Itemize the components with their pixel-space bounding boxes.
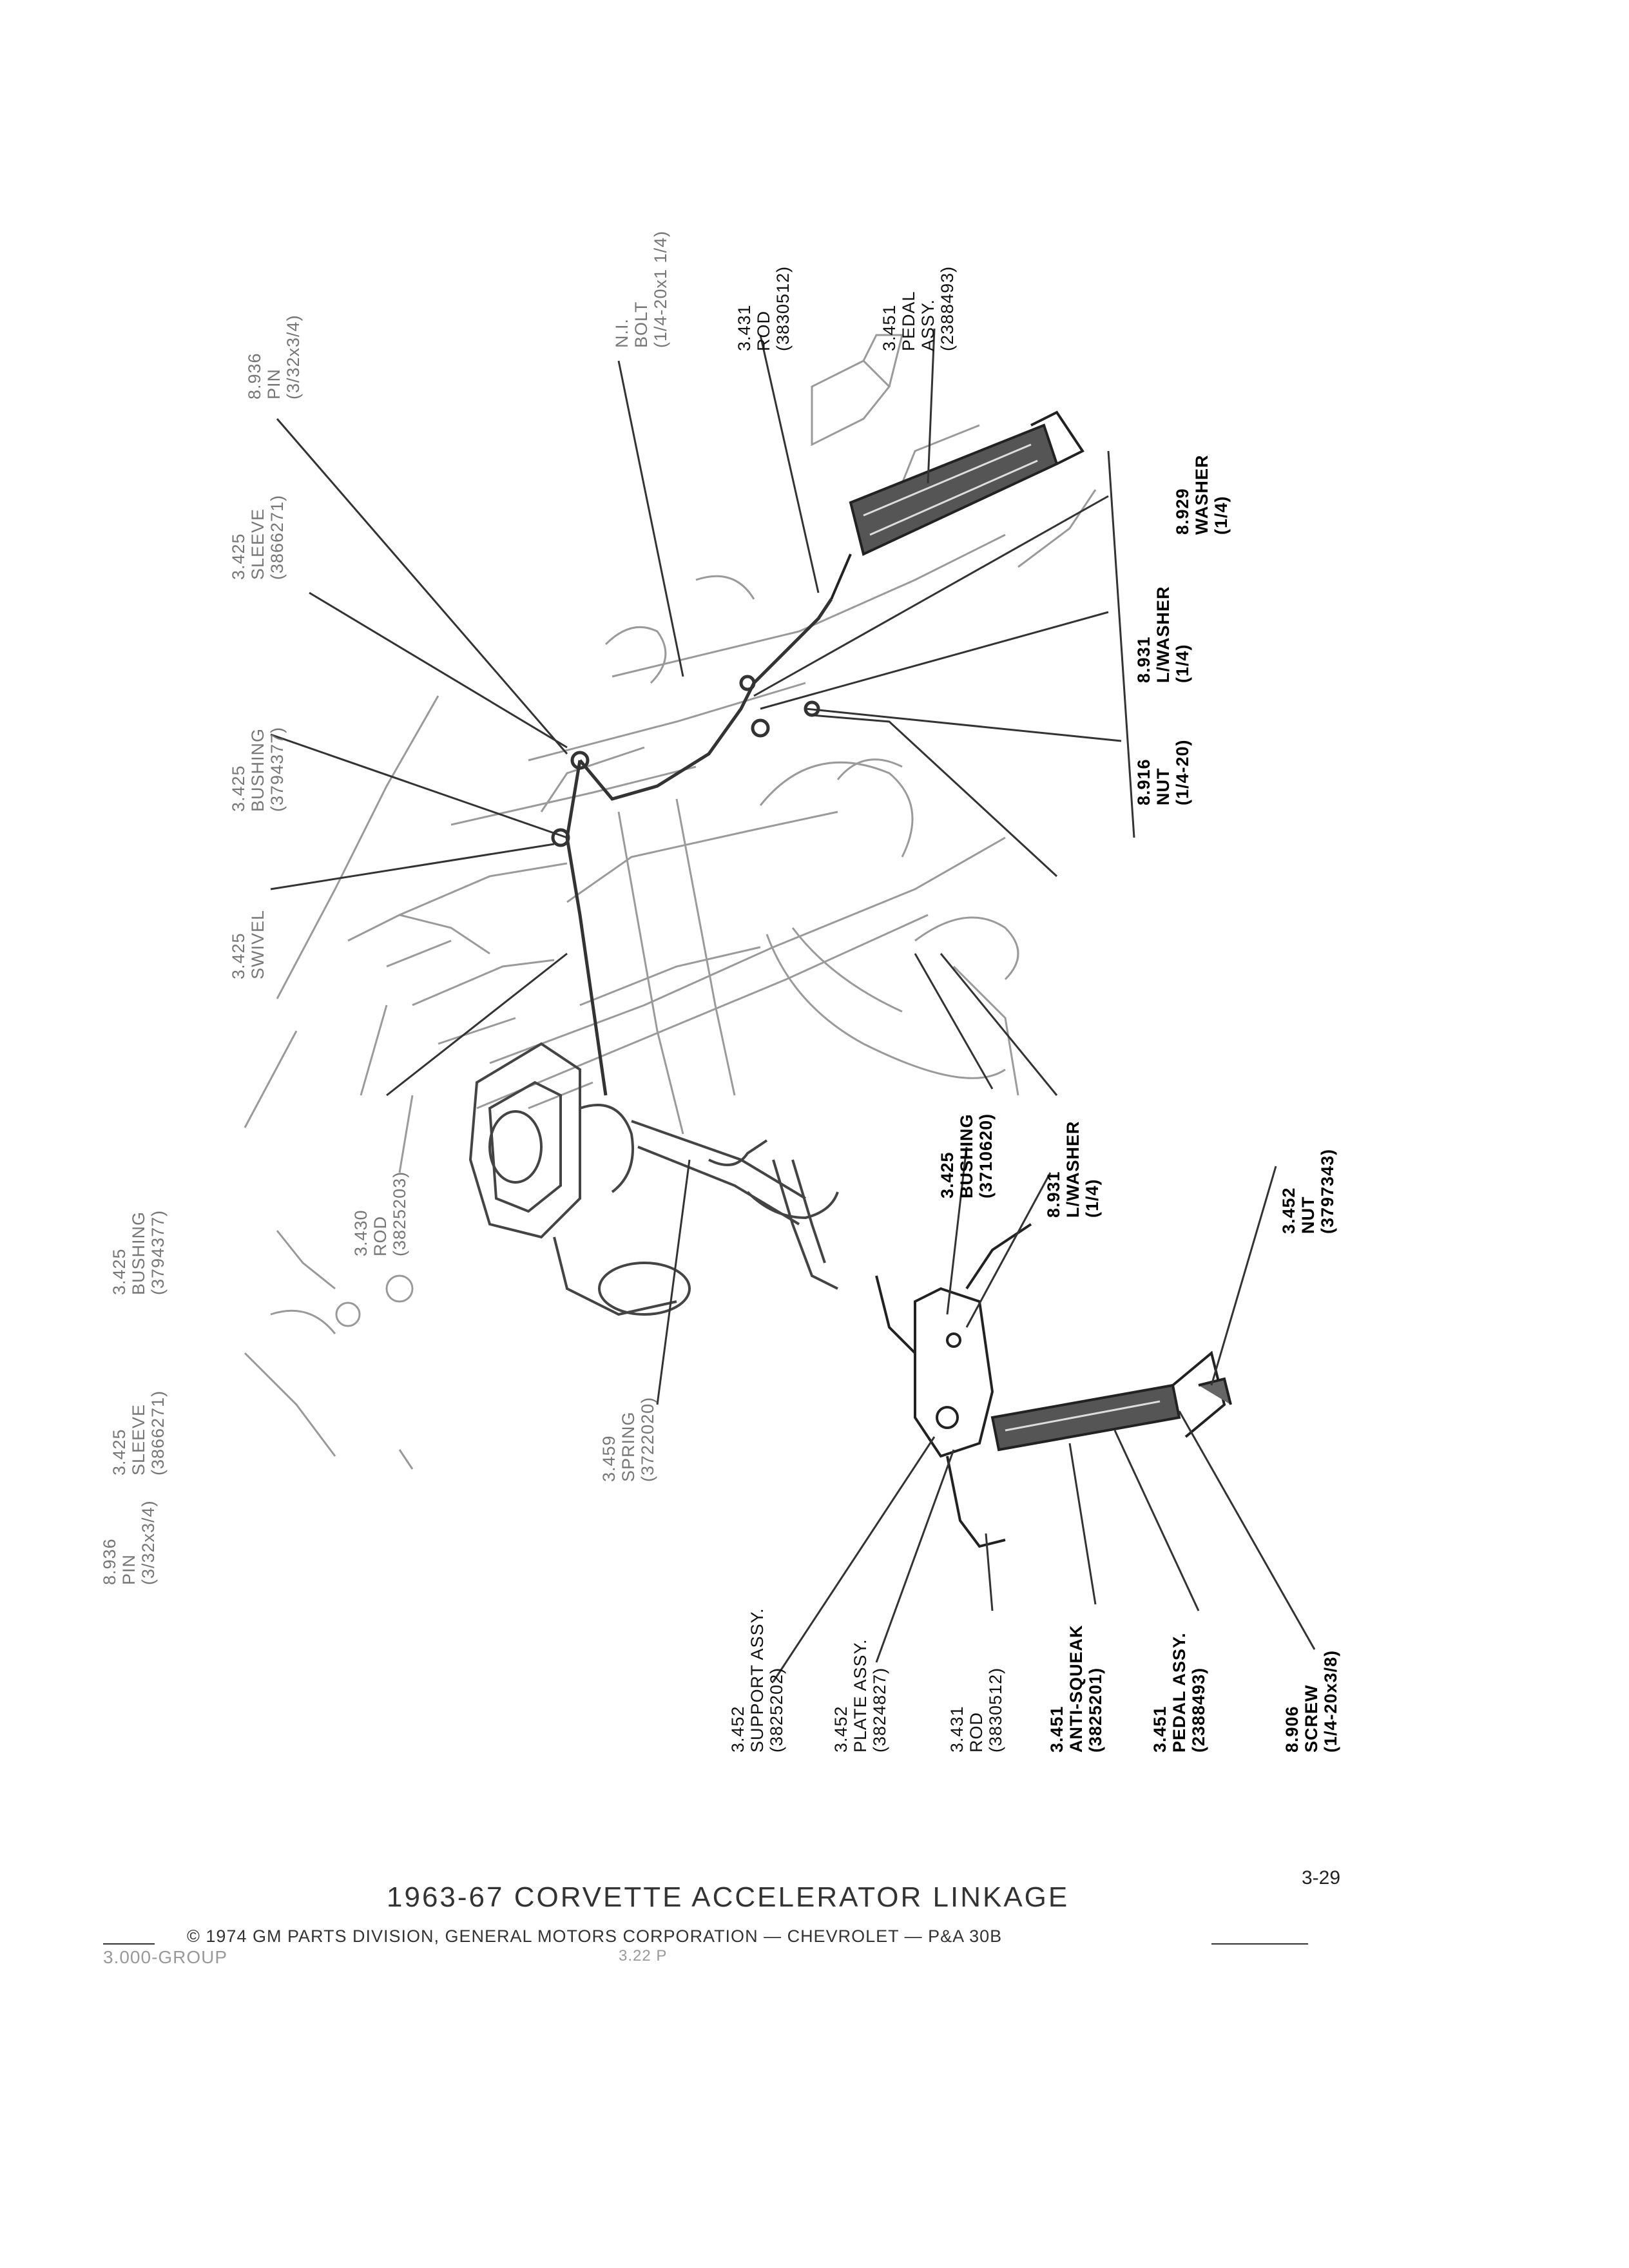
callout-spring-name: SPRING — [619, 1411, 638, 1482]
page-code: 3.22 P — [619, 1947, 668, 1965]
callout-bushing-left-name: BUSHING — [129, 1211, 148, 1295]
callout-washer-top-number: 8.929 — [1173, 488, 1192, 535]
callout-pedal-top-assy: ASSY. — [918, 298, 938, 351]
callout-rod-top-name: ROD — [754, 311, 773, 351]
callout-rod-upper — [351, 1171, 409, 1256]
callout-rod-upper-number: 3.430 — [351, 1209, 371, 1256]
callout-rod-upper-name: ROD — [371, 1216, 390, 1256]
callout-spring-spec: (3722020) — [638, 1396, 657, 1482]
callout-bolt-number: N.I. — [612, 318, 631, 348]
callout-plate-number: 3.452 — [831, 1706, 851, 1753]
callout-washer-top-name: WASHER — [1192, 454, 1211, 535]
lower-pedal-assembly — [876, 1224, 1231, 1546]
callout-rod-top-number: 3.431 — [735, 304, 754, 351]
callout-nut-right-name: NUT — [1298, 1196, 1318, 1234]
callout-bushing-mid-number: 3.425 — [938, 1151, 957, 1198]
callout-pedal-bottom-spec: (2388493) — [1189, 1667, 1208, 1753]
callout-support-number: 3.452 — [728, 1706, 747, 1753]
callout-sleeve-top-number: 3.425 — [229, 533, 248, 580]
callout-bolt — [612, 231, 670, 348]
callout-bolt-spec: (1/4-20x1 1/4) — [651, 230, 670, 348]
leader-lines — [271, 329, 1315, 1682]
callout-screw-number: 8.906 — [1282, 1706, 1302, 1753]
callout-pedal-bottom-number: 3.451 — [1150, 1706, 1170, 1753]
callout-sleeve-left-name: SLEEVE — [129, 1403, 148, 1475]
callout-nut-top-name: NUT — [1153, 767, 1173, 805]
callout-pedal-top — [880, 266, 957, 351]
callout-plate-spec: (3824827) — [870, 1667, 889, 1753]
callout-bushing-top-spec: (3794377) — [267, 726, 287, 812]
callout-plate — [831, 1639, 889, 1753]
callout-pedal-bottom — [1150, 1632, 1208, 1753]
callout-rod-upper-spec: (3825203) — [390, 1171, 409, 1256]
callout-antisqueak — [1047, 1625, 1105, 1753]
callout-pin-left-name: PIN — [119, 1553, 139, 1585]
callout-washer-top — [1173, 454, 1231, 535]
callout-swivel-number: 3.425 — [229, 932, 248, 979]
callout-pin-left-number: 8.936 — [100, 1538, 119, 1585]
callout-bushing-top-number: 3.425 — [229, 765, 248, 812]
callout-pin-left — [100, 1500, 158, 1585]
callout-pin-top-number: 8.936 — [245, 352, 264, 399]
callout-bushing-left — [110, 1210, 168, 1295]
callout-spring — [599, 1397, 657, 1482]
upper-linkage-rod — [553, 599, 831, 1095]
callout-spring-number: 3.459 — [599, 1435, 619, 1482]
callout-screw — [1282, 1650, 1340, 1753]
left-fragments — [245, 1231, 412, 1469]
callout-sleeve-top-name: SLEEVE — [248, 508, 267, 580]
callout-bushing-top-name: BUSHING — [248, 727, 267, 812]
callout-bushing-top — [229, 727, 287, 812]
callout-nut-top-spec: (1/4-20) — [1173, 739, 1192, 805]
callout-pedal-top-number: 3.451 — [880, 304, 899, 351]
carburetor-sketch — [470, 1044, 838, 1314]
callout-lwasher-top-spec: (1/4) — [1173, 644, 1192, 683]
callout-rod-top-spec: (3830512) — [773, 265, 793, 351]
diagram-caption: 1963-67 CORVETTE ACCELERATOR LINKAGE — [387, 1881, 1070, 1913]
callout-nut-top-number: 8.916 — [1134, 758, 1153, 805]
callout-pin-left-spec: (3/32x3/4) — [139, 1500, 158, 1585]
callout-rod-bottom-name: ROD — [967, 1712, 986, 1753]
callout-pin-top-name: PIN — [264, 368, 284, 399]
group-line: 3.000-GROUP — [103, 1947, 228, 1967]
callout-rod-bottom — [947, 1667, 1005, 1753]
callout-pedal-top-name: PEDAL — [899, 291, 918, 351]
callout-nut-right-number: 3.452 — [1279, 1187, 1298, 1234]
callout-bushing-mid — [938, 1113, 996, 1198]
callout-bushing-mid-name: BUSHING — [957, 1113, 976, 1198]
callout-pin-top — [245, 314, 303, 399]
callout-lwasher-top-number: 8.931 — [1134, 636, 1153, 683]
callout-swivel-name: SWIVEL — [248, 909, 267, 979]
callout-bushing-left-spec: (3794377) — [148, 1209, 168, 1295]
callout-swivel — [229, 910, 267, 979]
callout-lwasher-mid — [1044, 1120, 1102, 1218]
callout-lwasher-top — [1134, 586, 1192, 683]
callout-sleeve-top — [229, 495, 287, 580]
callout-sleeve-left — [110, 1390, 168, 1475]
footer-rule-right — [1211, 1943, 1308, 1945]
callout-screw-name: SCREW — [1302, 1684, 1321, 1753]
callout-nut-right — [1279, 1149, 1337, 1234]
page-number: 3-29 — [1302, 1867, 1341, 1888]
callout-support-name: SUPPORT ASSY. — [747, 1608, 767, 1753]
callout-antisqueak-name: ANTI-SQUEAK — [1066, 1624, 1086, 1753]
callout-bushing-left-number: 3.425 — [110, 1248, 129, 1295]
callout-nut-top — [1134, 739, 1192, 805]
callout-washer-top-spec: (1/4) — [1211, 495, 1231, 535]
callout-sleeve-left-number: 3.425 — [110, 1428, 129, 1475]
callout-rod-top — [735, 266, 793, 351]
callout-lwasher-mid-spec: (1/4) — [1083, 1178, 1102, 1218]
callout-antisqueak-spec: (3825201) — [1086, 1667, 1105, 1753]
callout-sleeve-top-spec: (3866271) — [267, 494, 287, 580]
callout-pin-top-spec: (3/32x3/4) — [284, 314, 303, 399]
upper-pedal — [831, 412, 1083, 599]
copyright-line: © 1974 GM PARTS DIVISION, GENERAL MOTORS CORPORATION — CHEVROLET — P&A 30B — [187, 1927, 1003, 1946]
callout-rod-bottom-number: 3.431 — [947, 1706, 967, 1753]
callout-plate-name: PLATE ASSY. — [851, 1639, 870, 1753]
footer-rule-left — [103, 1943, 155, 1945]
callout-rod-bottom-spec: (3830512) — [986, 1667, 1005, 1753]
callout-lwasher-mid-name: L/WASHER — [1063, 1120, 1083, 1218]
callout-lwasher-mid-number: 8.931 — [1044, 1171, 1063, 1218]
callout-lwasher-top-name: L/WASHER — [1153, 586, 1173, 683]
callout-screw-spec: (1/4-20x3/8) — [1321, 1649, 1340, 1753]
callout-pedal-bottom-name: PEDAL ASSY. — [1170, 1632, 1189, 1753]
callout-pedal-top-spec: (2388493) — [938, 265, 957, 351]
callout-nut-right-spec: (3797343) — [1318, 1148, 1337, 1234]
callout-antisqueak-number: 3.451 — [1047, 1706, 1066, 1753]
callout-sleeve-left-spec: (3866271) — [148, 1390, 168, 1475]
callout-support — [728, 1608, 786, 1753]
callout-bolt-name: BOLT — [631, 301, 651, 348]
callout-support-spec: (3825202) — [767, 1667, 786, 1753]
callout-bushing-mid-spec: (3710620) — [976, 1113, 996, 1198]
